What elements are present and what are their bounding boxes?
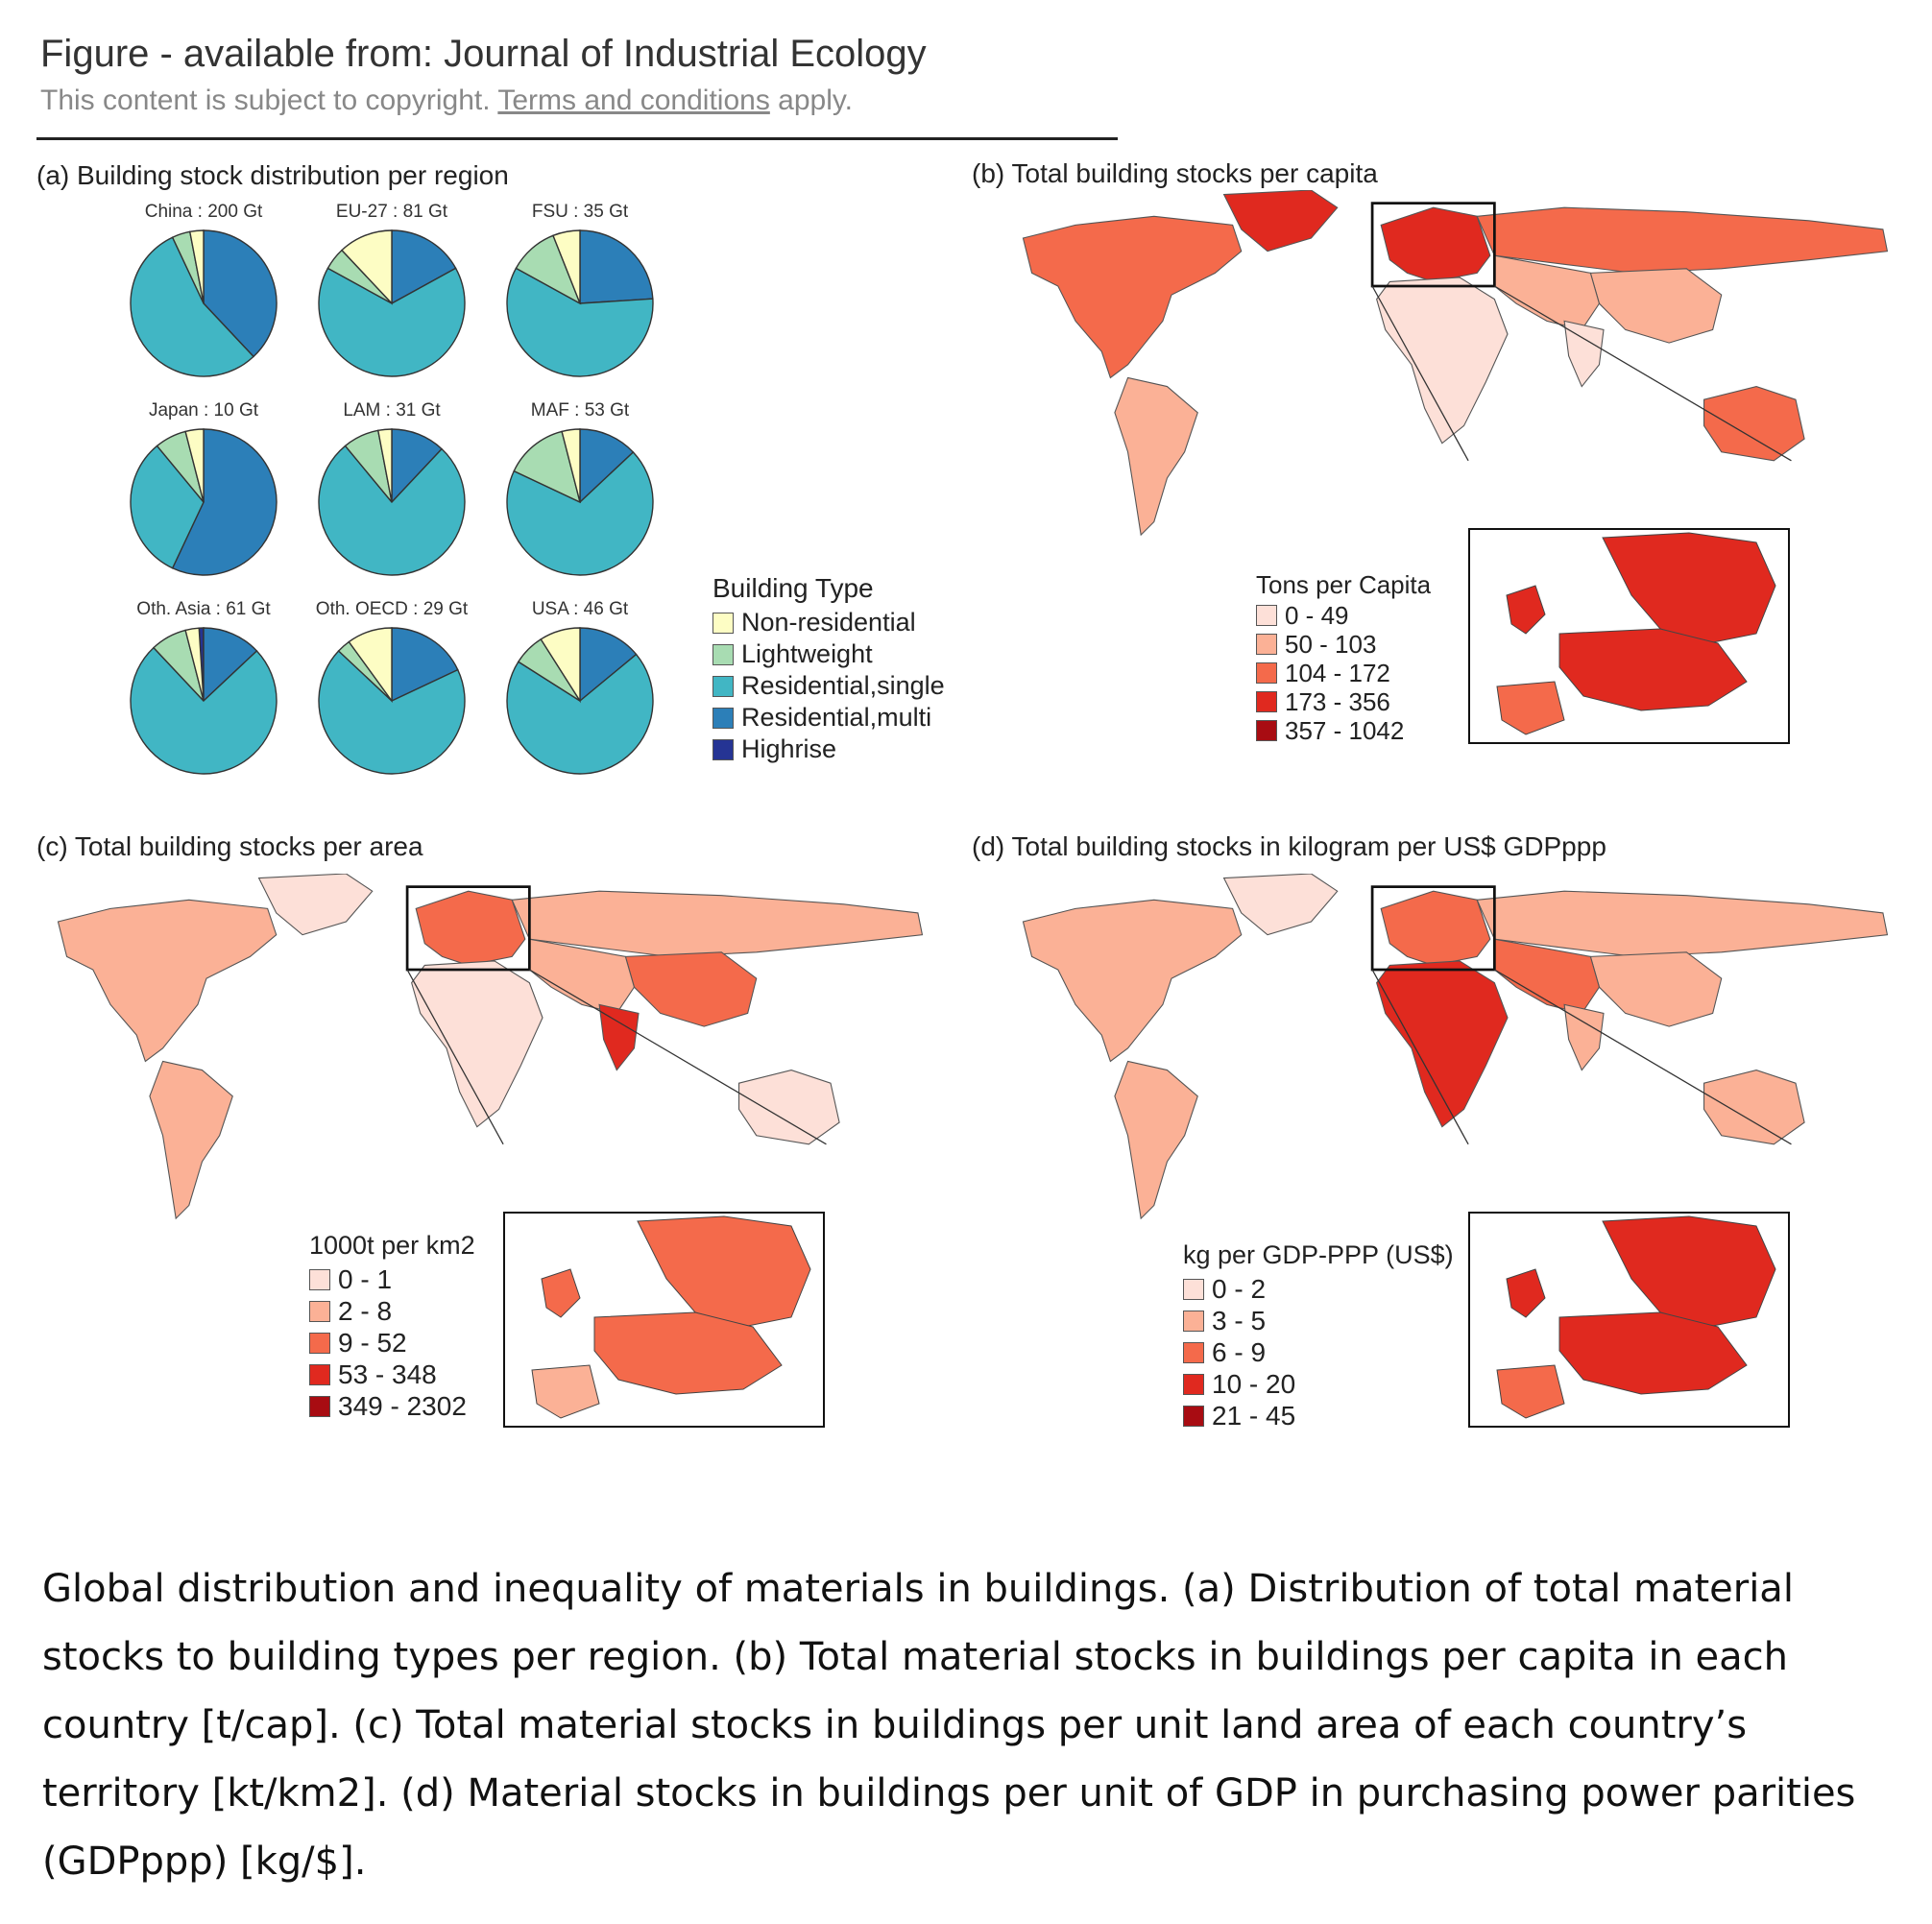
legend-swatch — [309, 1364, 330, 1385]
legend-swatch — [309, 1396, 330, 1417]
per-capita-legend — [1256, 601, 1404, 745]
legend-swatch — [712, 676, 734, 697]
map-region-africa — [1377, 277, 1508, 444]
pie-label: EU-27 : 81 Gt — [335, 202, 448, 222]
legend-label: 3 - 5 — [1212, 1305, 1267, 1335]
per-capita-legend-title: Tons per Capita — [1256, 570, 1432, 599]
legend-swatch — [1183, 1406, 1204, 1427]
legend-label: 349 - 2302 — [338, 1390, 467, 1421]
legend-label: 50 - 103 — [1285, 629, 1377, 659]
legend-label: 10 - 20 — [1212, 1368, 1296, 1399]
map-region-australia — [1704, 1070, 1805, 1144]
legend-swatch — [1183, 1311, 1204, 1332]
figure-caption: Global distribution and inequality of materials in buildings. (a) Distribution of total material stocks to building types per region. (b) Total material stocks in buildings per capita in each country [t/cap]. (c) Total material stocks in buildings per unit land area of each country’s territory [kt/km2]. (d) Material stocks in buildings per unit of GDP in purchasing power parities (GDPppp) [kg/$]. — [42, 1567, 1856, 1884]
pie-label: USA : 46 Gt — [531, 599, 629, 619]
world-map — [1018, 874, 1901, 1258]
pie-chart — [504, 625, 656, 777]
map-region-sa — [150, 1061, 232, 1218]
legend-label: 2 - 8 — [338, 1295, 393, 1326]
map-region-europe — [1381, 207, 1490, 281]
legend-swatch — [1256, 662, 1277, 684]
per-gdp-legend-title: kg per GDP-PPP (US$) — [1183, 1240, 1454, 1269]
europe-inset-map — [503, 1212, 825, 1428]
legend-swatch — [712, 739, 734, 760]
legend-swatch — [712, 644, 734, 665]
legend-item — [1256, 716, 1404, 745]
map-region-sa — [1115, 1061, 1197, 1218]
legend-label: 21 - 45 — [1212, 1400, 1296, 1431]
legend-item-highrise — [712, 734, 945, 765]
europe-inset-map — [1468, 528, 1790, 744]
pie-slice-residential-multi — [580, 230, 653, 303]
legend-label: Non-residential — [741, 608, 916, 637]
panel-a-title: (a) Building stock distribution per region — [36, 160, 509, 190]
legend-item — [1183, 1336, 1295, 1368]
pie-chart — [504, 228, 656, 379]
panel-c-title: (c) Total building stocks per area — [36, 831, 423, 861]
legend-label: 6 - 9 — [1212, 1336, 1267, 1367]
legend-label: Residential,multi — [741, 703, 932, 732]
per-gdp-legend — [1183, 1273, 1295, 1431]
pie-chart — [128, 426, 279, 578]
legend-item — [1256, 630, 1404, 659]
map-region-australia — [739, 1070, 840, 1144]
map-region-china — [1590, 269, 1721, 343]
pie-chart — [128, 228, 279, 379]
pie-label: LAM : 31 Gt — [343, 400, 441, 421]
pie-label: Japan : 10 Gt — [148, 400, 259, 421]
legend-item-residential-multi — [712, 702, 945, 734]
legend-item — [309, 1390, 467, 1422]
legend-swatch — [1256, 691, 1277, 712]
legend-label: 53 - 348 — [338, 1359, 437, 1389]
panel-b-title: (b) Total building stocks per capita — [972, 158, 1378, 188]
legend-label: 357 - 1042 — [1285, 715, 1405, 745]
legend-swatch — [712, 613, 734, 634]
map-region-na — [1023, 216, 1241, 377]
pie-chart — [128, 625, 279, 777]
pie-label: Oth. Asia : 61 Gt — [136, 599, 271, 619]
map-region-greenland — [259, 874, 373, 935]
map-region-na — [58, 900, 276, 1061]
pie-chart — [504, 426, 656, 578]
figure-source-title: Figure - available from: Journal of Industrial Ecology — [40, 33, 927, 75]
legend-swatch — [1256, 634, 1277, 655]
legend-item — [1256, 601, 1404, 630]
legend-label: 173 - 356 — [1285, 686, 1390, 716]
legend-item-non-residential — [712, 607, 945, 638]
copyright-suffix: apply. — [769, 84, 854, 116]
map-region-greenland — [1224, 190, 1338, 252]
legend-label: 0 - 49 — [1285, 600, 1349, 630]
legend-item — [309, 1295, 467, 1327]
legend-item — [309, 1263, 467, 1295]
legend-swatch — [1256, 720, 1277, 741]
world-map — [1018, 190, 1901, 574]
map-region-china — [1590, 952, 1721, 1026]
legend-swatch — [1183, 1342, 1204, 1363]
legend-item-lightweight — [712, 638, 945, 670]
legend-swatch — [309, 1269, 330, 1290]
per-area-legend — [309, 1263, 467, 1422]
legend-swatch — [1183, 1374, 1204, 1395]
map-region-europe — [416, 891, 525, 965]
map-region-na — [1023, 900, 1241, 1061]
header-divider — [36, 137, 1118, 140]
legend-item — [309, 1327, 467, 1359]
legend-item-residential-single — [712, 670, 945, 702]
legend-item — [1183, 1368, 1295, 1400]
map-region-europe — [1381, 891, 1490, 965]
legend-swatch — [309, 1301, 330, 1322]
legend-item — [1183, 1273, 1295, 1305]
world-map — [53, 874, 936, 1258]
map-region-china — [625, 952, 756, 1026]
pie-label: Oth. OECD : 29 Gt — [315, 599, 469, 619]
legend-swatch — [1256, 605, 1277, 626]
map-region-greenland — [1224, 874, 1338, 935]
pie-chart — [316, 625, 468, 777]
pie-chart — [316, 426, 468, 578]
pie-label: FSU : 35 Gt — [531, 202, 629, 222]
panel-d-title: (d) Total building stocks in kilogram per US$ GDPppp — [972, 831, 1606, 861]
building-type-legend — [712, 607, 945, 765]
legend-label: 9 - 52 — [338, 1327, 407, 1358]
map-region-africa — [1377, 961, 1508, 1127]
terms-and-conditions-link[interactable]: Terms and conditions — [497, 84, 770, 116]
legend-item — [1183, 1400, 1295, 1431]
pie-label: MAF : 53 Gt — [530, 400, 630, 421]
legend-label: 0 - 2 — [1212, 1273, 1267, 1304]
legend-label: Highrise — [741, 734, 837, 763]
legend-label: 0 - 1 — [338, 1263, 393, 1294]
copyright-prefix: This content is subject to copyright. — [40, 84, 498, 116]
legend-label: Lightweight — [741, 639, 873, 668]
map-region-africa — [412, 961, 543, 1127]
pie-label: China : 200 Gt — [144, 202, 263, 222]
legend-item — [1256, 687, 1404, 716]
per-area-legend-title: 1000t per km2 — [309, 1231, 475, 1260]
legend-item — [1183, 1305, 1295, 1336]
legend-item — [1256, 659, 1404, 687]
legend-label: Residential,single — [741, 671, 945, 700]
map-region-sa — [1115, 377, 1197, 535]
map-region-australia — [1704, 387, 1805, 461]
legend-label: 104 - 172 — [1285, 658, 1390, 687]
europe-inset-map — [1468, 1212, 1790, 1428]
pie-chart — [316, 228, 468, 379]
legend-swatch — [712, 708, 734, 729]
legend-swatch — [1183, 1279, 1204, 1300]
building-type-legend-title: Building Type — [712, 573, 874, 603]
copyright-notice — [40, 84, 853, 117]
legend-swatch — [309, 1333, 330, 1354]
legend-item — [309, 1359, 467, 1390]
